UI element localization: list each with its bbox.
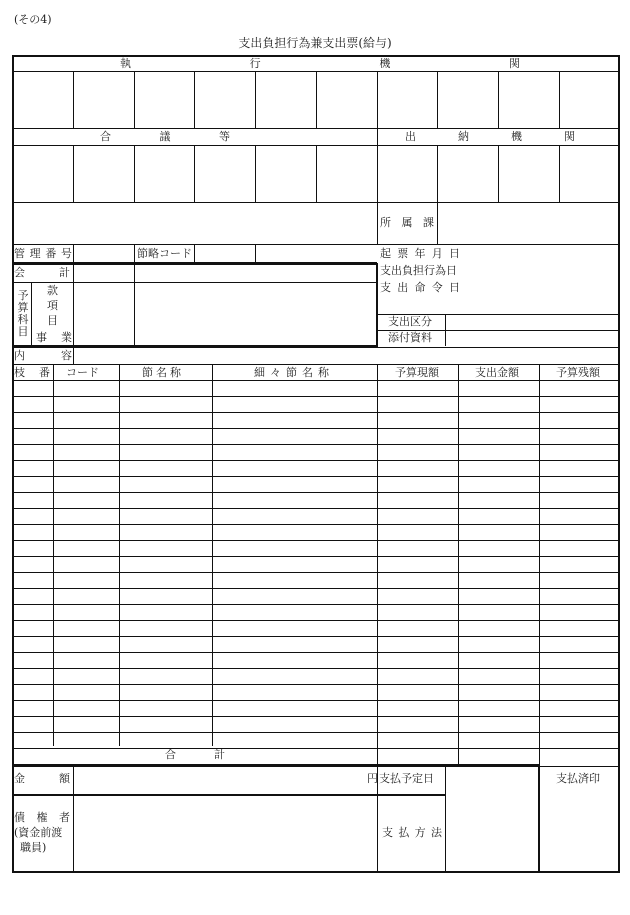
table-row (13, 620, 619, 621)
table-row (13, 540, 619, 541)
disbursement-agency-heading: 出 納 機 関 (405, 130, 575, 143)
scheduled-payment-date-label: 支払予定日 (379, 772, 434, 785)
page-label: (その4) (14, 13, 52, 26)
col-header-branch: 枝 番 (14, 366, 50, 379)
col-header-budget: 予算現額 (395, 366, 439, 379)
table-row (13, 748, 619, 749)
col-header-code: コード (66, 366, 99, 379)
table-row (13, 636, 619, 637)
jigyou-label: 事 業 (36, 331, 72, 344)
table-row (13, 556, 619, 557)
form-title: 支出負担行為兼支出票(給与) (238, 36, 392, 50)
moku-label: 目 (47, 314, 58, 327)
creditor-label: 債 権 者 (14, 811, 70, 824)
creditor-note-1: (資金前渡 (14, 826, 63, 839)
table-row (13, 412, 619, 413)
table-row (13, 684, 619, 685)
payment-category-label: 支出区分 (388, 315, 432, 328)
issue-date-label: 起 票 年 月 日 (380, 247, 460, 260)
creditor-note-2: 職員) (20, 841, 47, 854)
table-row (13, 668, 619, 669)
table-row (13, 524, 619, 525)
amount-label: 金 額 (14, 772, 70, 785)
total-label: 合 計 (165, 748, 225, 761)
content-label: 内 容 (14, 349, 72, 362)
paid-stamp-label: 支払済印 (556, 772, 600, 785)
table-row (13, 652, 619, 653)
kou-label: 項 (47, 299, 58, 312)
management-no-label: 管 理 番 号 (14, 247, 72, 260)
commitment-date-label: 支出負担行為日 (380, 264, 457, 277)
order-date-label: 支 出 命 令 日 (380, 281, 460, 294)
col-header-balance: 予算残額 (556, 366, 600, 379)
col-header-subsection-name: 細々節名称 (254, 366, 334, 379)
total-row-line (13, 766, 619, 767)
table-row (13, 444, 619, 445)
department-label: 所 属 課 (380, 216, 434, 229)
executing-agency-heading: 執 行 機 関 (120, 57, 520, 70)
col-header-expenditure: 支出金額 (475, 366, 519, 379)
yen-unit: 円 (367, 772, 378, 785)
table-row (13, 492, 619, 493)
table-row (13, 460, 619, 461)
table-row (13, 588, 619, 589)
table-row (13, 716, 619, 717)
abbrev-code-label: 節略コード (137, 247, 192, 260)
table-row (13, 396, 619, 397)
table-row (13, 700, 619, 701)
table-row (13, 428, 619, 429)
table-row (13, 604, 619, 605)
table-row (13, 508, 619, 509)
table-row (13, 732, 619, 733)
table-row (13, 572, 619, 573)
consultation-heading: 合 議 等 (100, 130, 230, 143)
table-row (13, 476, 619, 477)
attachments-label: 添付資料 (388, 331, 432, 344)
budget-subject-label: 予 算 科 目 (17, 289, 29, 338)
col-header-section-name: 節名称 (142, 366, 184, 379)
payment-method-label: 支 払 方 法 (382, 826, 442, 839)
kan-label: 款 (47, 284, 58, 297)
accounting-label: 会 計 (14, 266, 70, 279)
